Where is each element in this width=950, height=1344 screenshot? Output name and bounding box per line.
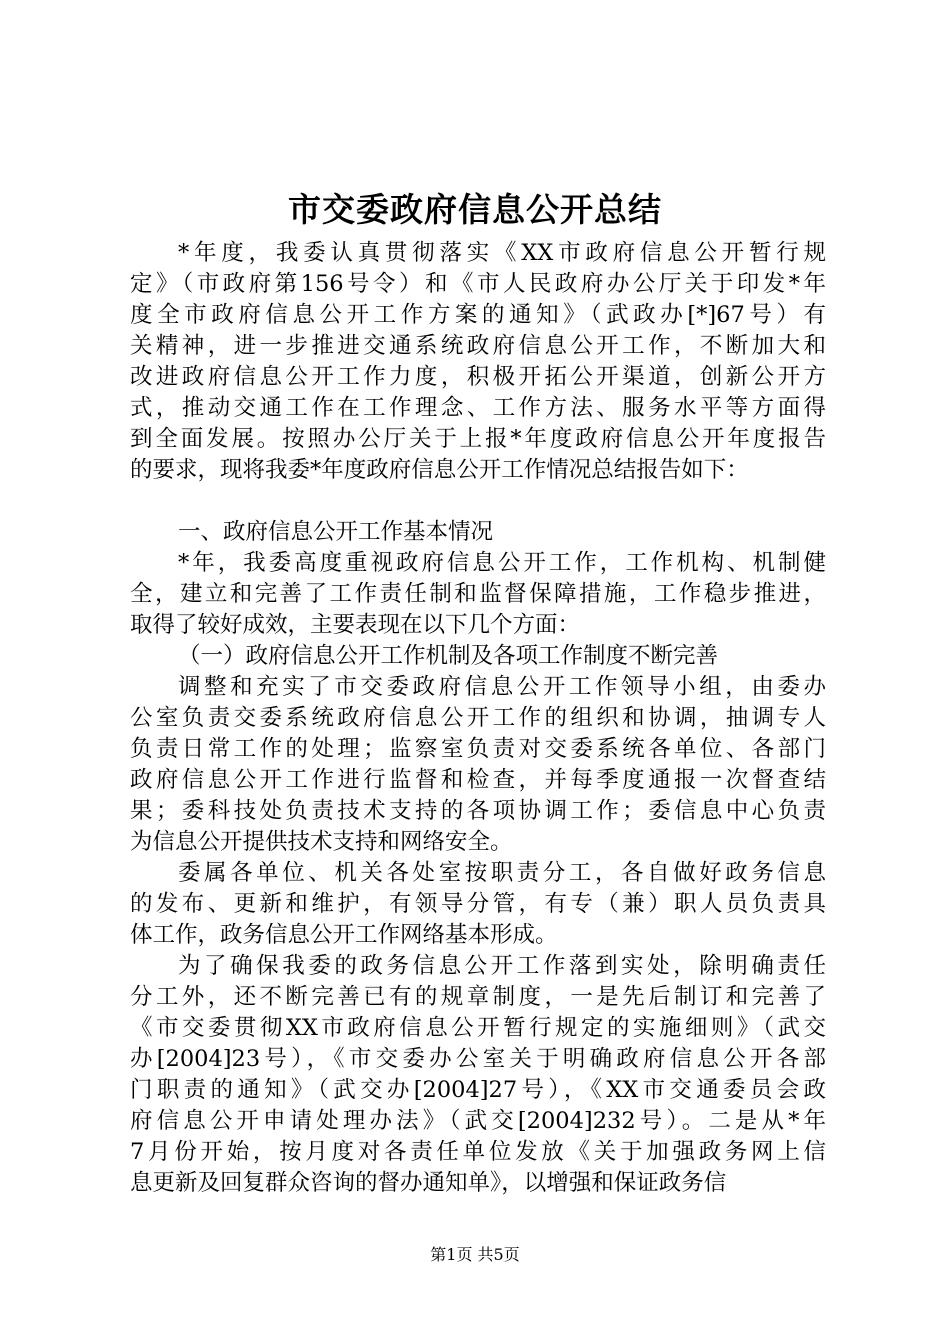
blank-line	[130, 486, 826, 517]
document-title: 市交委政府信息公开总结	[288, 190, 662, 229]
paragraph-line: 全，建立和完善了工作责任制和监督保障措施，工作稳步推进，	[130, 581, 826, 607]
paragraph-line: 政府信息公开工作进行监督和检查，并每季度通报一次督查结	[130, 767, 826, 793]
section-heading: 一、政府信息公开工作基本情况	[178, 519, 494, 545]
paragraph-line: 7月份开始，按月度对各责任单位发放《关于加强政务网上信	[130, 1139, 826, 1165]
paragraph-line: 为信息公开提供技术支持和网络安全。	[130, 829, 513, 855]
paragraph-line: 定》（市政府第156号令）和《市人民政府办公厅关于印发*年	[130, 271, 826, 297]
paragraph-line: 分工外，还不断完善已有的规章制度，一是先后制订和完善了	[130, 984, 826, 1010]
paragraph-line: 公室负责交委系统政府信息公开工作的组织和协调，抽调专人	[130, 705, 826, 731]
paragraph-line: 式，推动交通工作在工作理念、工作方法、服务水平等方面得	[130, 395, 826, 421]
paragraph-line: *年度，我委认真贯彻落实《XX市政府信息公开暂行规	[178, 240, 826, 266]
page-footer: 第1页 共5页	[430, 1245, 520, 1264]
paragraph-line: 体工作，政务信息公开工作网络基本形成。	[130, 922, 558, 948]
paragraph-line: 《市交委贯彻XX市政府信息公开暂行规定的实施细则》（武交	[130, 1015, 826, 1041]
paragraph-line: 门职责的通知》（武交办[2004]27号），《XX市交通委员会政	[130, 1077, 827, 1103]
paragraph-line: 为了确保我委的政务信息公开工作落到实处，除明确责任	[178, 953, 826, 979]
paragraph-line: 息更新及回复群众咨询的督办通知单》，以增强和保证政务信	[130, 1170, 727, 1196]
paragraph-line: 府信息公开申请处理办法》（武交[2004]232号）。二是从*年	[130, 1108, 826, 1134]
paragraph-line: 关精神，进一步推进交通系统政府信息公开工作，不断加大和	[130, 333, 826, 359]
paragraph-line: 取得了较好成效，主要表现在以下几个方面：	[130, 612, 581, 638]
paragraph-line: 果；委科技处负责技术支持的各项协调工作；委信息中心负责	[130, 798, 826, 824]
paragraph-line: 办[2004]23号），《市交委办公室关于明确政府信息公开各部	[130, 1046, 826, 1072]
paragraph-line: *年，我委高度重视政府信息公开工作，工作机构、机制健	[178, 550, 826, 576]
paragraph-line: 的要求，现将我委*年度政府信息公开工作情况总结报告如下：	[130, 457, 749, 483]
document-body	[130, 238, 826, 1199]
section-heading: （一）政府信息公开工作机制及各项工作制度不断完善	[178, 643, 719, 669]
paragraph-line: 的发布、更新和维护，有领导分管，有专（兼）职人员负责具	[130, 891, 826, 917]
paragraph-line: 调整和充实了市交委政府信息公开工作领导小组，由委办	[178, 674, 826, 700]
paragraph-line: 度全市政府信息公开工作方案的通知》（武政办[*]67号）有	[130, 302, 826, 328]
paragraph-line: 委属各单位、机关各处室按职责分工，各自做好政务信息	[178, 860, 826, 886]
paragraph-line: 到全面发展。按照办公厅关于上报*年度政府信息公开年度报告	[130, 426, 826, 452]
paragraph-line: 负责日常工作的处理；监察室负责对交委系统各单位、各部门	[130, 736, 826, 762]
paragraph-line: 改进政府信息公开工作力度，积极开拓公开渠道，创新公开方	[130, 364, 826, 390]
